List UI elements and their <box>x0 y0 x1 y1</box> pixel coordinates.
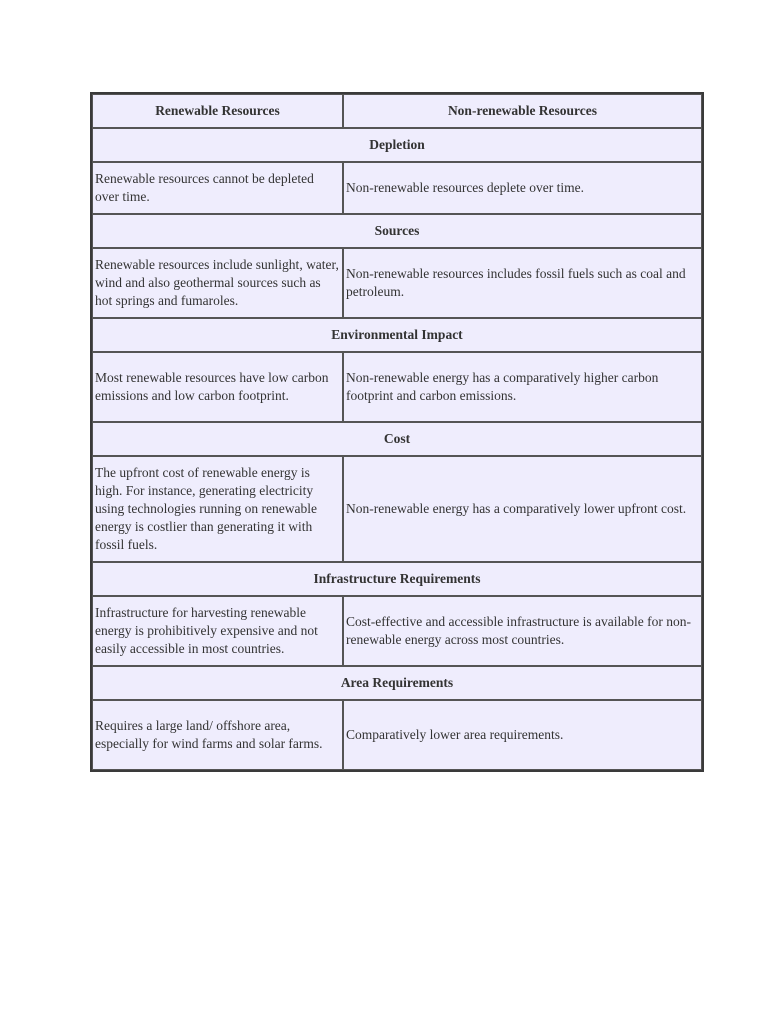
section-row-infrastructure <box>92 562 702 596</box>
non-renewable-cell: Cost-effective and accessible infrastructure is available for non-renewable energy across most countries. <box>343 596 702 666</box>
section-row-depletion <box>92 128 702 162</box>
section-row-sources <box>92 214 702 248</box>
header-non-renewable: Non-renewable Resources <box>343 94 702 128</box>
header-renewable: Renewable Resources <box>92 94 343 128</box>
section-title: Cost <box>92 422 702 456</box>
table-row <box>92 248 702 318</box>
renewable-cell: Requires a large land/ offshore area, especially for wind farms and solar farms. <box>92 700 343 770</box>
non-renewable-cell: Non-renewable resources deplete over time. <box>343 162 702 214</box>
section-title: Depletion <box>92 128 702 162</box>
non-renewable-cell: Non-renewable energy has a comparatively lower upfront cost. <box>343 456 702 562</box>
table-row <box>92 596 702 666</box>
table-row <box>92 700 702 770</box>
section-title: Sources <box>92 214 702 248</box>
comparison-table-container <box>90 92 704 772</box>
section-title: Infrastructure Requirements <box>92 562 702 596</box>
section-row-cost <box>92 422 702 456</box>
comparison-table <box>92 94 702 770</box>
non-renewable-cell: Non-renewable energy has a comparatively higher carbon footprint and carbon emissions. <box>343 352 702 422</box>
table-row <box>92 162 702 214</box>
non-renewable-cell: Non-renewable resources includes fossil fuels such as coal and petroleum. <box>343 248 702 318</box>
section-title: Area Requirements <box>92 666 702 700</box>
table-row <box>92 352 702 422</box>
renewable-cell: Infrastructure for harvesting renewable energy is prohibitively expensive and not easily accessible in most countries. <box>92 596 343 666</box>
renewable-cell: Renewable resources include sunlight, water, wind and also geothermal sources such as hot springs and fumaroles. <box>92 248 343 318</box>
section-title: Environmental Impact <box>92 318 702 352</box>
non-renewable-cell: Comparatively lower area requirements. <box>343 700 702 770</box>
header-row <box>92 94 702 128</box>
section-row-environmental-impact <box>92 318 702 352</box>
section-row-area <box>92 666 702 700</box>
table-row <box>92 456 702 562</box>
renewable-cell: Renewable resources cannot be depleted over time. <box>92 162 343 214</box>
renewable-cell: Most renewable resources have low carbon emissions and low carbon footprint. <box>92 352 343 422</box>
renewable-cell: The upfront cost of renewable energy is high. For instance, generating electricity using technologies running on renewable energy is costlier than generating it with fossil fuels. <box>92 456 343 562</box>
